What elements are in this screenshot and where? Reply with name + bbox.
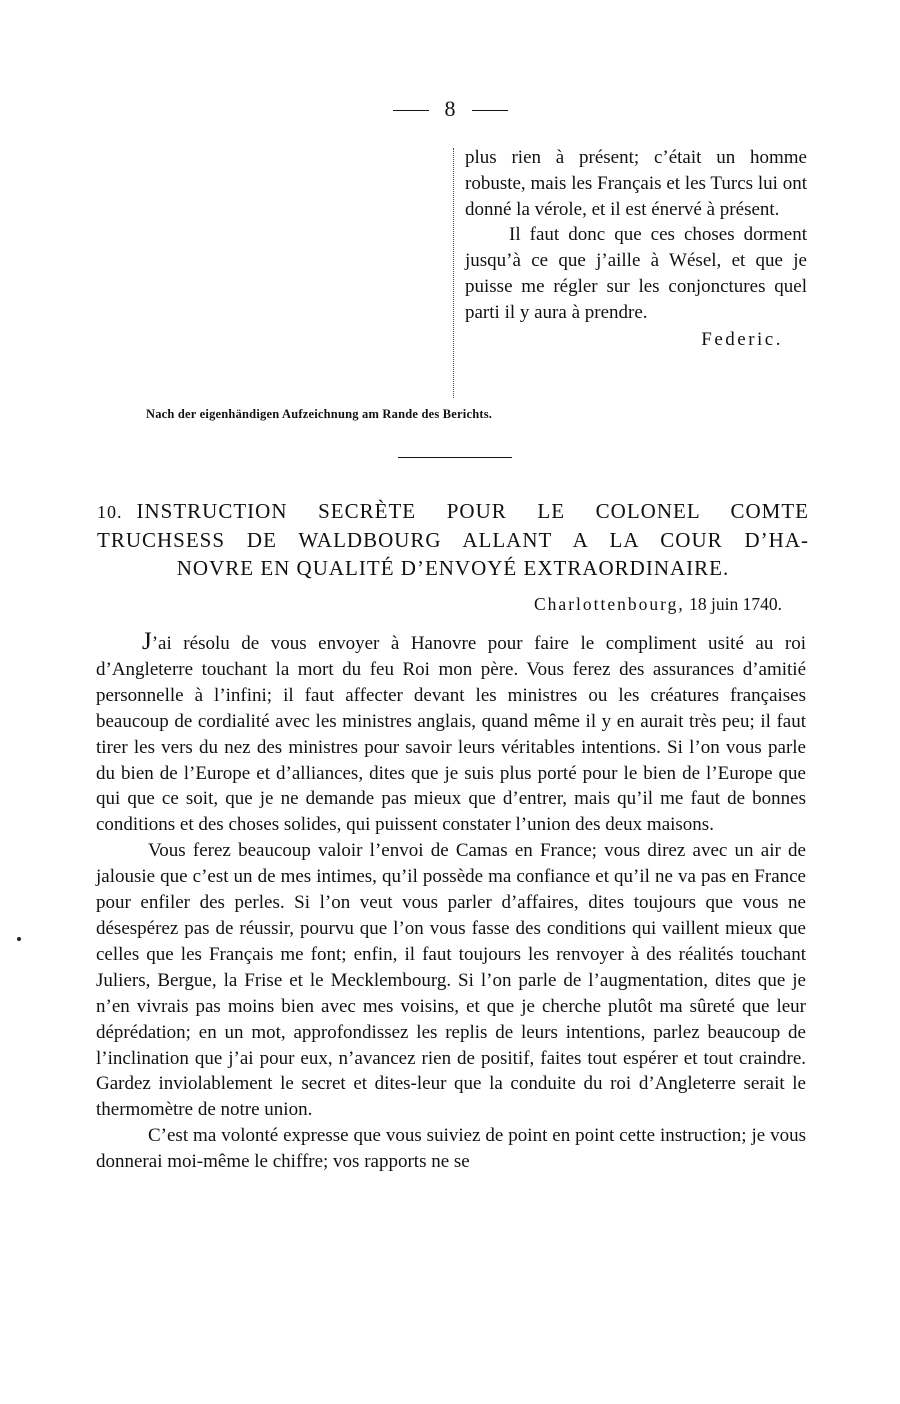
- section-separator: [398, 457, 512, 458]
- source-note: Nach der eigenhändigen Aufzeichnung am Rande des Berichts.: [146, 407, 493, 421]
- body-paragraph-2: Vous ferez beaucoup valoir l’envoi de Camas en France; vous direz avec un air de jalousie que c’est un de mes intimes, qu’il possède ma confiance et qu’il ne va pas en France pour enfiler des perles. Si l’on veut vous parler d’affaires, dites toujours que vous ne désespérez pas de réussir, pourvu que l’on vous fasse des conditions qui vaillent mieux que celles que les Français me font; enfin, il faut toujours les renvoyer à des réalités touchant Juliers, Bergue, la Frise et le Mecklembourg. Si l’on parle de l’augmentation, dites que je n’en vivrais pas moins bien avec mes voisins, et que je cherche plutôt ma sûreté que leur déprédation; en un mot, approfondissez les replis de leurs intentions, parlez beaucoup de l’inclination que j’ai pour eux, n’avancez rien de positif, faites tout espérer et tout craindre. Gardez inviolablement le secret et dites-leur que la conduite du roi d’Angleterre serait le thermomètre de notre union.: [96, 840, 806, 1121]
- dropcap: J: [142, 628, 152, 655]
- heading-line-3: NOVRE EN QUALITÉ D’ENVOYÉ EXTRAORDINAIRE.: [176, 556, 730, 580]
- marginal-dotted-rule: [453, 148, 454, 398]
- marginal-paragraph-1: plus rien à présent; c’était un homme robuste, mais les Français et les Turcs lui ont donné la vérole, et il est énervé à présent.: [465, 147, 807, 220]
- dateline: [534, 594, 782, 615]
- document-number: 10.: [97, 502, 123, 522]
- heading-line-2: TRUCHSESS DE WALDBOURG ALLANT A LA COUR D’HA-: [97, 528, 809, 552]
- heading-line-1: [97, 497, 809, 526]
- marginal-note: [465, 145, 807, 352]
- marginal-signature: Federic.: [701, 328, 783, 350]
- document-heading: [97, 497, 809, 582]
- body-paragraph-1-text: ’ai résolu de vous envoyer à Hanovre pour faire le compliment usité au roi d’Angleterre touchant la mort du feu Roi mon père. Vous ferez des assurances d’amitié personnelle à l’infini; il faut affecter devant les ministres ou les créatures françaises beaucoup de cordialité avec les ministres anglais, quand même il y en aurait très peu; il faut tirer les vers du nez des ministres pour savoir leurs véritables intentions. Si l’on vous parle du bien de l’Europe et d’alliances, dites que je suis plus porté pour le bien de l’Europe que qui que ce soit, que je ne demande pas mieux que d’entrer, mais qu’il me faut de bonnes conditions et des choses solides, qui puissent constater l’union des deux maisons.: [96, 633, 806, 836]
- document-body: [96, 629, 806, 1175]
- page-number-header: [0, 96, 900, 122]
- page-number: 8: [444, 96, 456, 121]
- body-paragraph-3: C’est ma volonté expresse que vous suiviez de point en point cette instruction; je vous donnerai moi-même le chiffre; vos rapports ne se: [96, 1125, 806, 1173]
- dateline-place: Charlottenbourg,: [534, 594, 685, 614]
- body-paragraph-1: [96, 629, 806, 838]
- header-dash-right: [472, 110, 508, 111]
- dateline-date: 18 juin 1740.: [689, 594, 782, 614]
- marginal-paragraph-2: Il faut donc que ces choses dorment jusqu’à ce que j’aille à Wésel, et que je puisse me régler sur les conjonctures quel parti il y aura à prendre.: [465, 224, 807, 323]
- header-dash-left: [393, 110, 429, 111]
- stray-ink-mark: [17, 937, 21, 941]
- heading-line-1-text: INSTRUCTION SECRÈTE POUR LE COLONEL COMTE: [136, 499, 809, 523]
